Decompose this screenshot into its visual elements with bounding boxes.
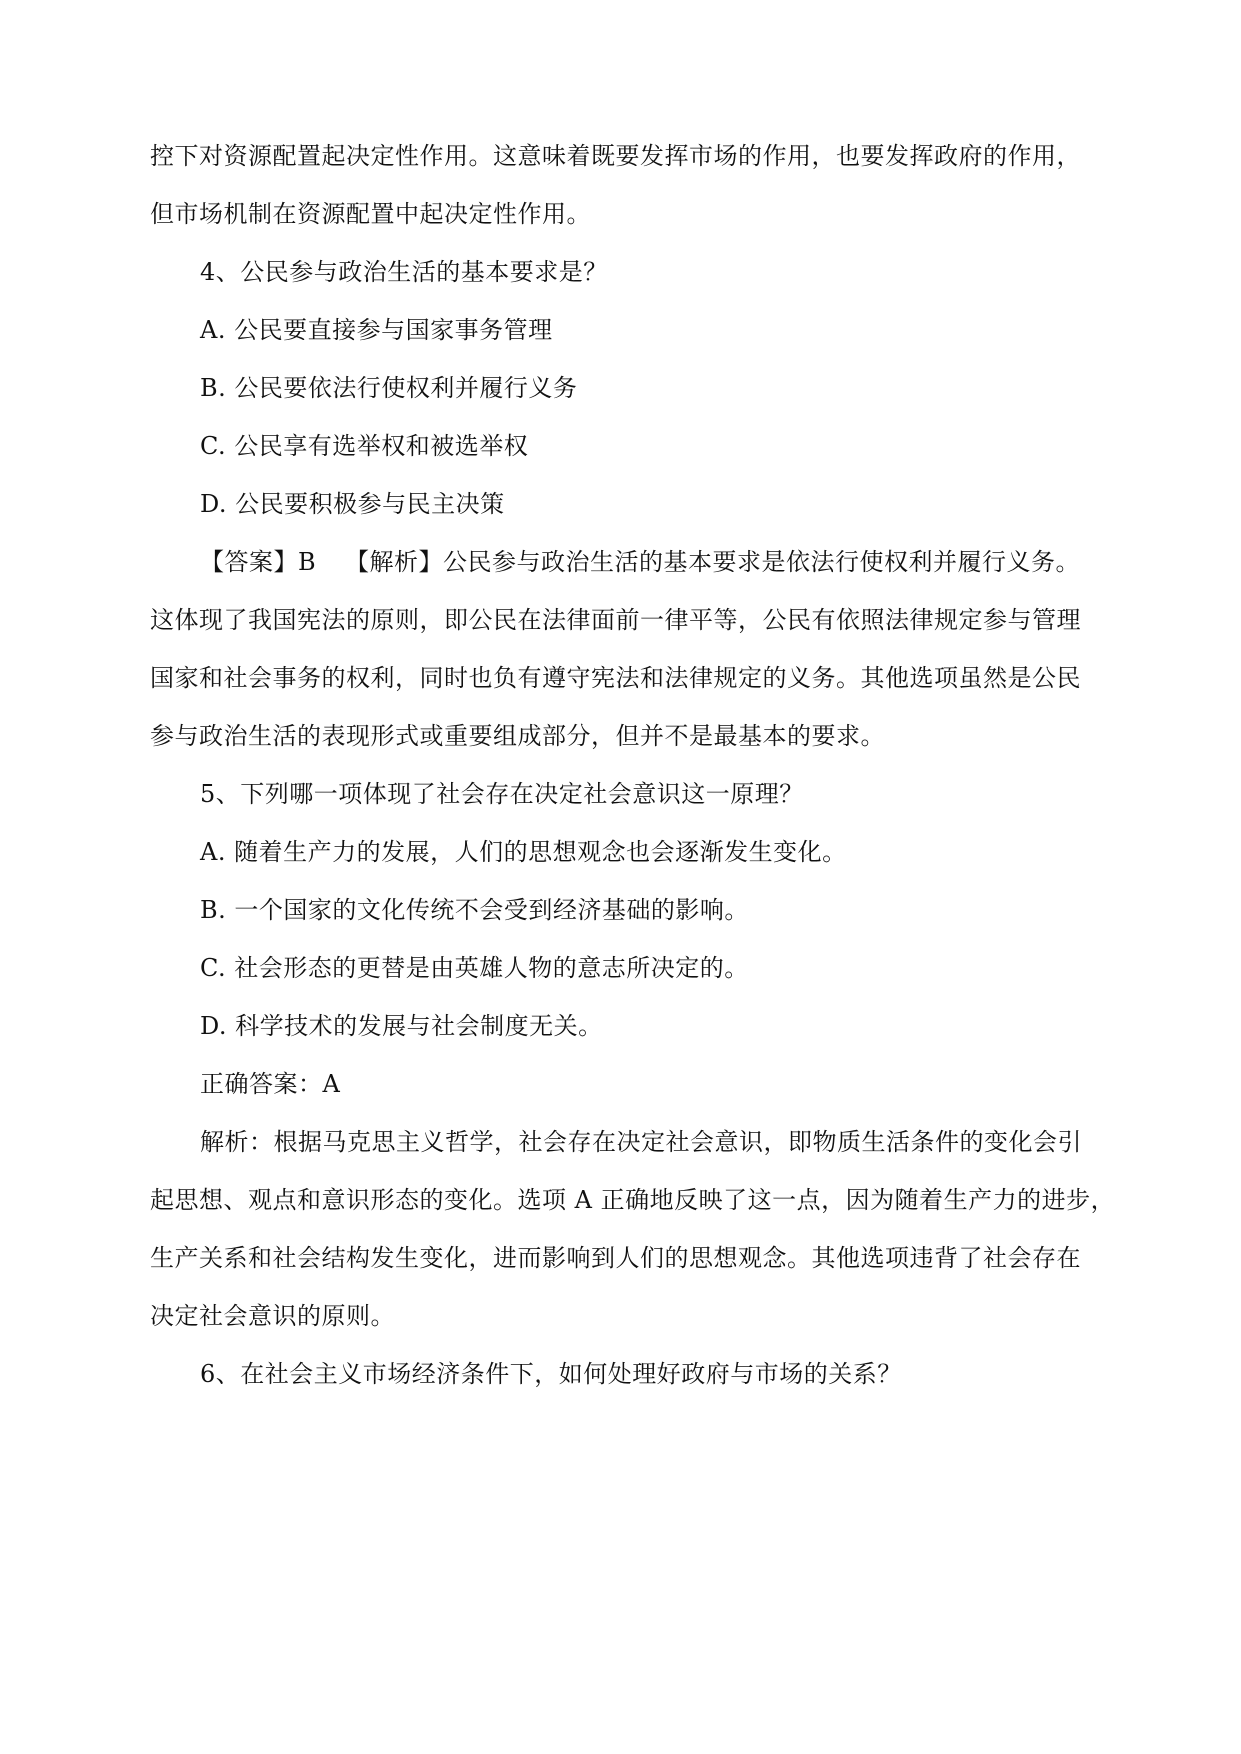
analysis-line: 生产关系和社会结构发生变化，进而影响到人们的思想观念。其他选项违背了社会存在 bbox=[150, 1244, 1081, 1272]
option-d: D. 公民要积极参与民主决策 bbox=[200, 490, 505, 518]
option-c: C. 社会形态的更替是由英雄人物的意志所决定的。 bbox=[200, 954, 749, 982]
paragraph-line: 但市场机制在资源配置中起决定性作用。 bbox=[150, 200, 591, 228]
analysis-line: 国家和社会事务的权利，同时也负有遵守宪法和法律规定的义务。其他选项虽然是公民 bbox=[150, 664, 1081, 692]
option-b: B. 一个国家的文化传统不会受到经济基础的影响。 bbox=[200, 896, 749, 924]
question-4: 4、公民参与政治生活的基本要求是？ bbox=[200, 258, 608, 286]
question-5: 5、下列哪一项体现了社会存在决定社会意识这一原理？ bbox=[200, 780, 804, 808]
paragraph-line: 控下对资源配置起决定性作用。这意味着既要发挥市场的作用，也要发挥政府的作用， bbox=[150, 142, 1081, 170]
analysis-line: 起思想、观点和意识形态的变化。选项 A 正确地反映了这一点，因为随着生产力的进步， bbox=[150, 1186, 1116, 1214]
answer-label: 【答案】B bbox=[200, 548, 317, 576]
question-6: 6、在社会主义市场经济条件下，如何处理好政府与市场的关系？ bbox=[200, 1360, 902, 1388]
correct-answer: 正确答案：A bbox=[200, 1070, 341, 1098]
analysis-line: 解析：根据马克思主义哲学，社会存在决定社会意识，即物质生活条件的变化会引 bbox=[200, 1128, 1082, 1156]
option-c: C. 公民享有选举权和被选举权 bbox=[200, 432, 529, 460]
analysis-line: 参与政治生活的表现形式或重要组成部分，但并不是最基本的要求。 bbox=[150, 722, 885, 750]
option-a: A. 公民要直接参与国家事务管理 bbox=[200, 316, 553, 344]
analysis-line: 这体现了我国宪法的原则，即公民在法律面前一律平等，公民有依照法律规定参与管理 bbox=[150, 606, 1081, 634]
analysis-text: 【解析】公民参与政治生活的基本要求是依法行使权利并履行义务。 bbox=[345, 548, 1080, 576]
option-b: B. 公民要依法行使权利并履行义务 bbox=[200, 374, 578, 402]
option-a: A. 随着生产力的发展，人们的思想观念也会逐渐发生变化。 bbox=[200, 838, 847, 866]
answer-analysis-line bbox=[150, 546, 1080, 578]
analysis-line: 决定社会意识的原则。 bbox=[150, 1302, 395, 1330]
option-d: D. 科学技术的发展与社会制度无关。 bbox=[200, 1012, 603, 1040]
